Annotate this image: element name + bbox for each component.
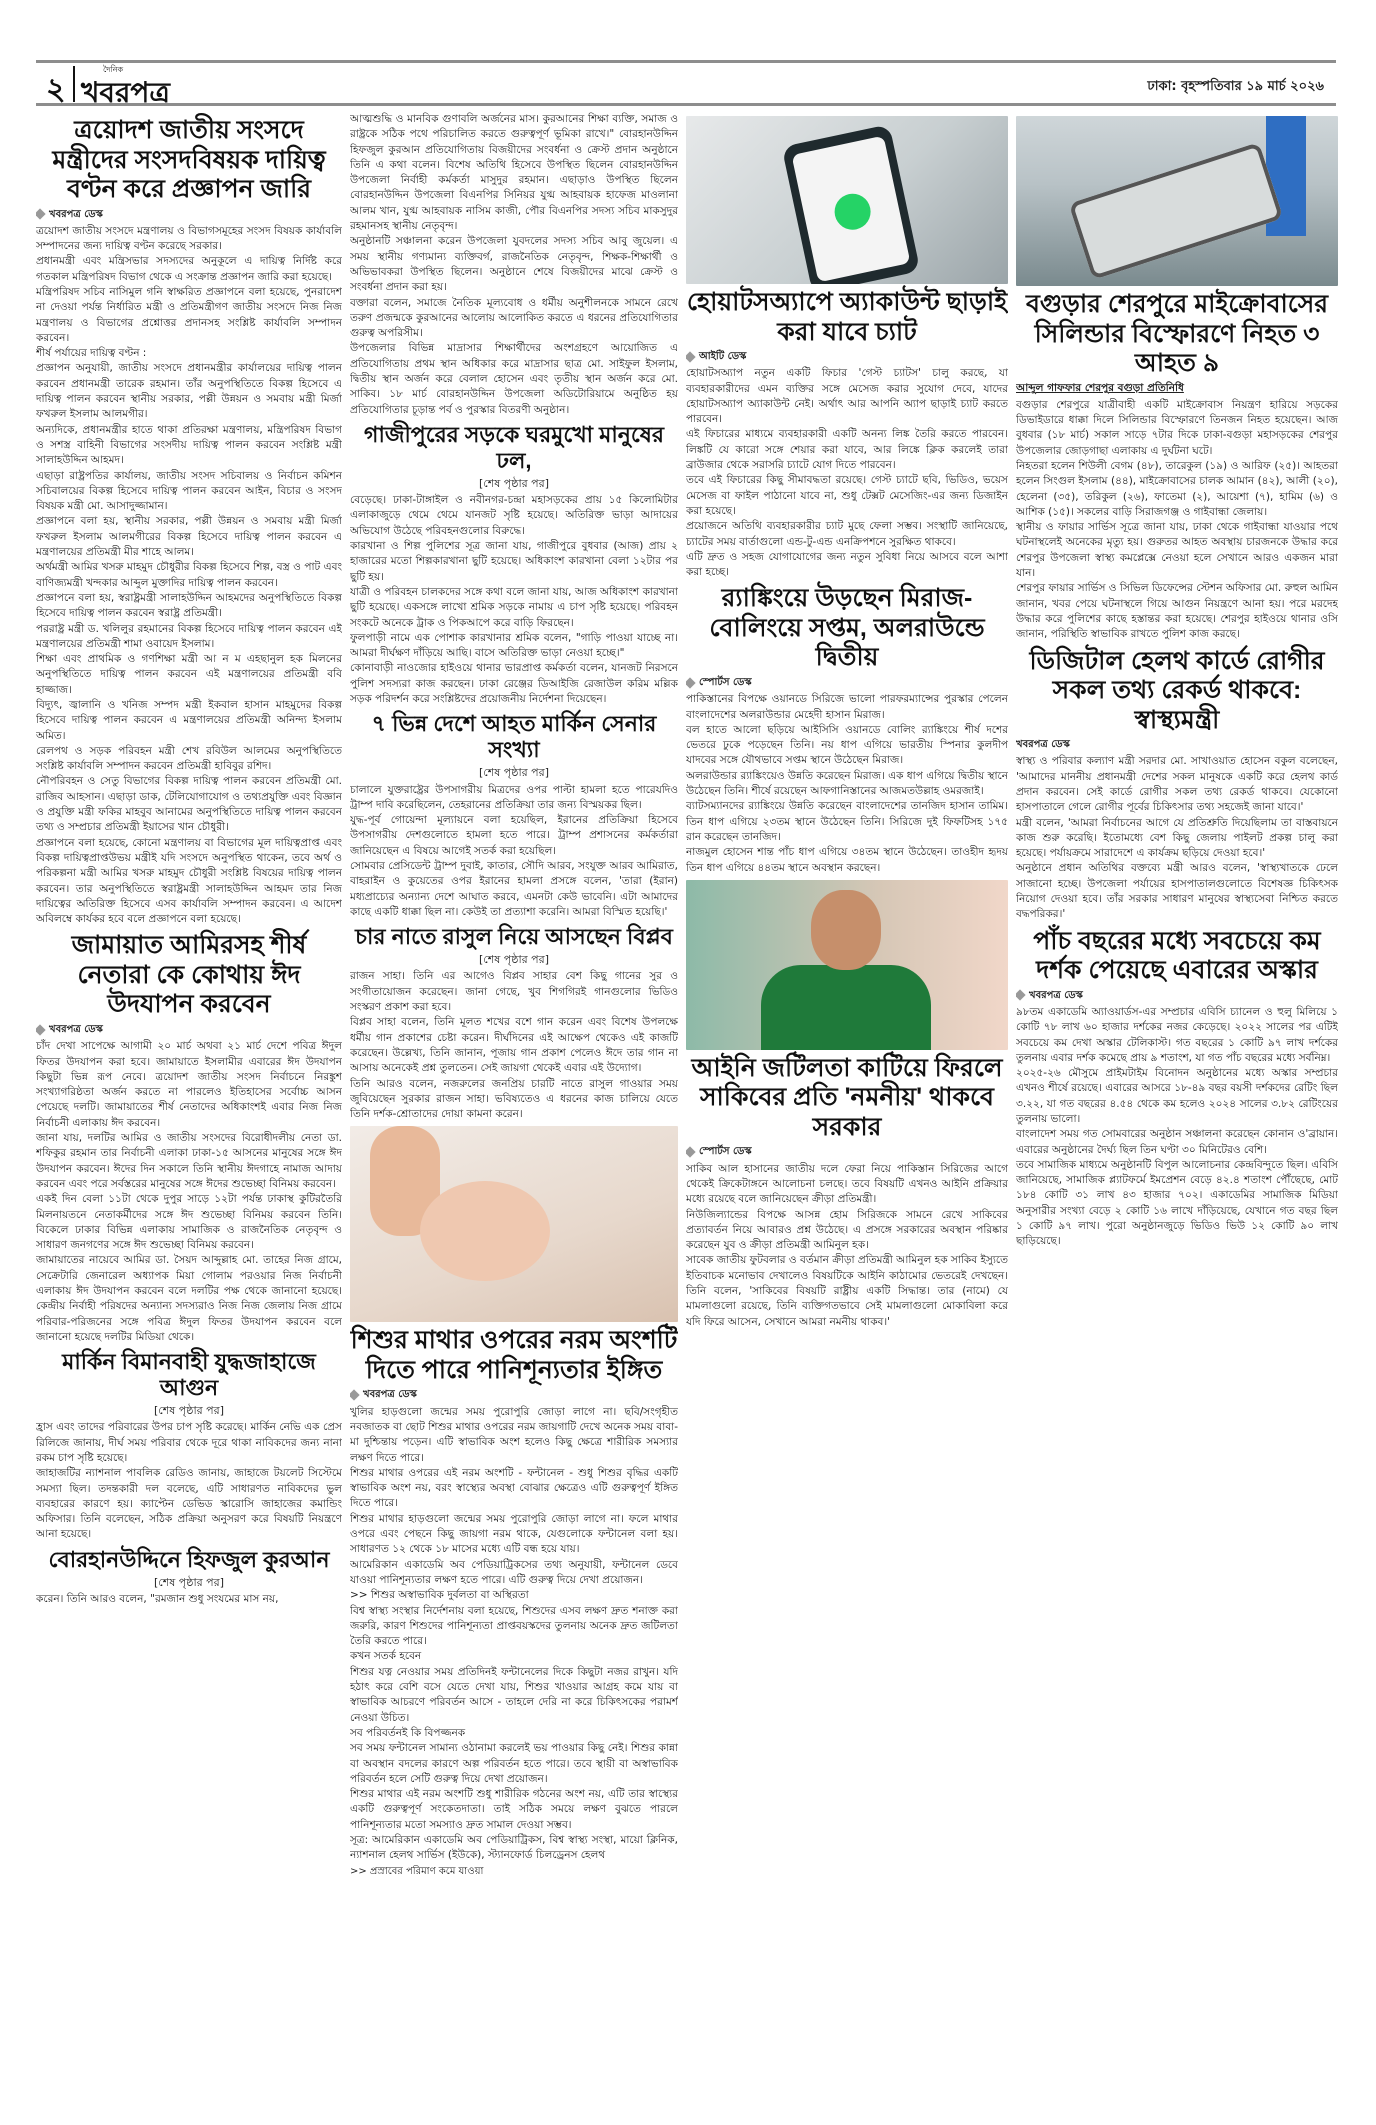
article-jamaat <box>36 931 342 1345</box>
headline[interactable]: জামায়াত আমিরসহ শীর্ষ নেতারা কে কোথায় ঈদ উদযাপন করবেন <box>71 931 307 1019</box>
diamond-icon <box>36 1024 46 1035</box>
masthead-divider <box>73 66 75 102</box>
paragraph: পররাষ্ট্র মন্ত্রী ড. খলিলুর রহমানের বিকল্প হিসেবে দায়িত্ব পালন করবেন এই মন্ত্রণালয়ের প্রতিমন্ত্রী শামা ওবায়েদ ইসলাম। <box>36 622 342 650</box>
paragraph: প্রজ্ঞাপনে বলা হয়, স্থানীয় সরকার, পল্লী উন্নয়ন ও সমবায় মন্ত্রী মির্জা ফখরুল ইসলাম আলমগীরের বিকল্প হিসেবে দায়িত্ব পালন করবেন এ মন্ত্রণালয়ের প্রতিমন্ত্রী মীর শাহে আলম। <box>36 515 342 559</box>
paragraph: প্রয়োজনে অতিথি ব্যবহারকারীর চ্যাট মুছে ফেলা সম্ভব। সংস্থাটি জানিয়েছে, চ্যাটের সময় বার্তাগুলো এন্ড-টু-এন্ড এনক্রিপশনে সুরক্ষিত থাকবে। <box>686 520 1008 548</box>
paragraph: নিউজিল্যান্ডের বিপক্ষে আসন্ন হোম সিরিজকে সামনে রেখে সাকিবের প্রত্যাবর্তন নিয়ে আবারও প্রশ্ন উঠেছে। এ প্রসঙ্গে সরকারের অবস্থান পরিষ্কার করেছেন যুব ও ক্রীড়া প্রতিমন্ত্রী আমিনুল হক। <box>686 1208 1008 1252</box>
paragraph: বল হাতে আলো ছড়িয়ে আইসিসি ওয়ানডে বোলিং র‍্যাঙ্কিংয়ে শীর্ষ দশের ভেতরে ঢুকে পড়েছেন তিনি। নয় ধাপ এগিয়ে ভারতীয় স্পিনার কুলদীপ যাদবের সঙ্গে যৌথভাবে সপ্তম স্থানে উঠেছেন মিরাজ। <box>686 723 1008 767</box>
paragraph: শিশুর মাথার হাড়গুলো জন্মের সময় পুরোপুরি জোড়া লাগে না। ফলে মাথার ওপরে এবং পেছনে কিছু জায়গা নরম থাকে, যেগুলোকে ফন্টানেল বলা হয়। সাধারণত ১২ থেকে ১৮ মাসের মধ্যে এটি বন্ধ হয়ে যায়। <box>350 1512 678 1556</box>
byline-text: স্পোর্টস ডেস্ক <box>699 676 752 688</box>
byline <box>686 349 1008 364</box>
paragraph: কারখানা ও শিল্প পুলিশের সূত্র জানা যায়, গাজীপুরে বুধবার (আজ) প্রায় ২ হাজারের মতো শিল্পকারখানা ছুটি হয়েছে। অধিকাংশ কারখানা বেলা ১২টার পর ছুটি হয়। <box>350 540 678 583</box>
headline[interactable]: বোরহানউদ্দিনে হিফজুল কুরআন <box>48 1546 330 1572</box>
crashed-microbus-photo <box>1016 116 1338 286</box>
continued-label: [শেষ পৃষ্ঠার পর] <box>478 766 549 780</box>
article-body <box>36 1420 342 1542</box>
paragraph: হোয়াটসঅ্যাপ নতুন একটি ফিচার 'গেস্ট চ্যাটস' চালু করছে, যা ব্যবহারকারীদের এমন ব্যক্তির সঙ্গে মেসেজ করার সুযোগ দেবে, যাদের হোয়াটসঅ্যাপ অ্যাকাউন্ট নেই। অর্থাৎ আর আপনি অ্যাপ ছাড়াই চ্যাট করতে পারবেন। <box>686 367 1008 426</box>
article-body <box>36 1592 342 1607</box>
article-gazipur <box>350 422 678 707</box>
article-whatsapp <box>686 116 1008 580</box>
byline <box>1016 737 1338 752</box>
article-body <box>350 493 678 707</box>
byline-text: খবরপত্র ডেস্ক <box>49 1023 103 1035</box>
headline[interactable]: আইনি জটিলতা কাটিয়ে ফিরলে সাকিবের প্রতি 'নমনীয়' থাকবে সরকার <box>691 1053 1003 1141</box>
article-body <box>686 366 1008 580</box>
article-body <box>1016 1005 1338 1250</box>
article-miraz <box>686 584 1008 875</box>
paragraph: নাজমুল হোসেন শান্ত পাঁচ ধাপ এগিয়ে ৩৪তম স্থানে উঠেছেন। তাওহীদ হৃদয় তিন ধাপ এগিয়ে ৪৪তম স্থানে অবস্থান করছেন। <box>686 846 1008 874</box>
article-fontanelle <box>350 1126 678 1879</box>
byline <box>36 1022 342 1037</box>
paragraph: শেরপুর ফায়ার সার্ভিস ও সিভিল ডিফেন্সের স্টেশন অফিসার মো. রুহুল আমিন জানান, খবর পেয়ে ঘটনাস্থলে গিয়ে আগুন নিয়ন্ত্রণে আনা হয়। পরে মরদেহ উদ্ধার করে পুলিশের কাছে হস্তান্তর করা হয়েছে। শেরপুর হাইওয়ে থানার ওসি জানান, পরিস্থিতি স্বাভাবিক রাখতে পুলিশ কাজ করছে। <box>1016 582 1338 641</box>
headline[interactable]: ডিজিটাল হেলথ কার্ডে রোগীর সকল তথ্য রেকর্ড থাকবে: স্বাস্থ্যমন্ত্রী <box>1029 646 1325 734</box>
byline <box>1016 988 1338 1003</box>
byline-text: আইটি ডেস্ক <box>699 351 747 362</box>
article-body <box>36 1039 342 1345</box>
paragraph: সব সময় ফন্টানেল সামান্য ওঠানামা করলেই ভয় পাওয়ার কিছু নেই। শিশুর কান্না বা অবস্থান বদলের কারণে অল্প পরিবর্তন হতে পারে। তবে স্থায়ী বা অস্বাভাবিক পরিবর্তন হলে সেটি গুরুত্ব দিয়ে দেখা প্রয়োজন। <box>350 1742 678 1785</box>
paragraph: বেড়েছে। ঢাকা-টাঙ্গাইল ও নবীনগর-চন্দ্রা মহাসড়কের প্রায় ১৫ কিলোমিটার এলাকাজুড়ে থেমে থেমে যানজট সৃষ্টি হয়েছে। অতিরিক্ত ভাড়া আদায়ের অভিযোগ উঠেছে পরিবহনগুলোর বিরুদ্ধে। <box>350 494 678 537</box>
byline-text: খবরপত্র ডেস্ক <box>49 208 103 220</box>
paragraph: শিশুর যত্ন নেওয়ার সময় প্রতিদিনই ফন্টানেলের দিকে কিছুটা নজর রাখুন। যদি হঠাৎ করে বেশি বসে যেতে দেখা যায়, শিশুর খাওয়ার আগ্রহ কমে যায় বা স্বাভাবিক আচরণে পরিবর্তন আসে - তাহলে দেরি না করে চিকিৎসকের পরামর্শ নেওয়া উচিত। <box>350 1665 678 1724</box>
paragraph: করেন। তিনি আরও বলেন, "রমজান শুধু সংযমের মাস নয়, <box>36 1593 279 1606</box>
diamond-icon <box>686 677 696 688</box>
paragraph: ব্যাটসম্যানদের র‍্যাঙ্কিংয়ে উন্নতি করেছেন বাংলাদেশের তানজিদ হাসান তামিম। তিন ধাপ এগিয়ে ২৩তম স্থানে উঠেছেন তিনি। সিরিজে দুই ফিফটিসহ ১৭৫ রান করেছেন তানজিদ। <box>686 800 1008 843</box>
article-body <box>350 969 678 1122</box>
paragraph: বগুড়ার শেরপুরে যাত্রীবাহী একটি মাইক্রোবাস নিয়ন্ত্রণ হারিয়ে সড়কের ডিভাইডারে ধাক্কা দিলে সিলিন্ডার বিস্ফোরণে তিনজন নিহত হয়েছেন। আজ বুধবার (১৮ মার্চ) সকাল সাড়ে ৭টার দিকে ঢাকা-বগুড়া মহাসড়কের শেরপুর উপজেলার জোড়গাছা এলাকায় এ দুর্ঘটনা ঘটে। <box>1016 398 1338 457</box>
paragraph: উপজেলার বিভিন্ন মাদ্রাসার শিক্ষার্থীদের অংশগ্রহণে আয়োজিত এ প্রতিযোগিতায় প্রথম স্থান অধিকার করে মাদ্রাসার ছাত্র মো. সাইফুল ইসলাম, দ্বিতীয় স্থান অর্জন করে বেলাল হোসেন এবং তৃতীয় স্থান অর্জন করে মো. সাকিব। ১৮ মার্চ বোরহানউদ্দিন উপজেলা অডিটোরিয়ামে অনুষ্ঠিত হয় প্রতিযোগিতার চূড়ান্ত পর্ব ও পুরস্কার বিতরণী অনুষ্ঠান। <box>350 342 678 416</box>
continued-label: [শেষ পৃষ্ঠার পর] <box>478 953 549 967</box>
paragraph: তবে সামাজিক মাধ্যমে অনুষ্ঠানটি বিপুল আলোচনার কেন্দ্রবিন্দুতে ছিল। এবিসি জানিয়েছে, সামাজিক প্ল্যাটফর্মে ইমপ্রেশন বেড়ে ৪২.৪ শতাংশ পৌঁছেছে, মোট ১৮৪ কোটি ৩১ লাখ ৪৩ হাজার ৭০২। একাডেমির সামাজিক মিডিয়া অনুসারীর সংখ্যা বেড়ে ২ কোটি ১৬ লাখে দাঁড়িয়েছে, যেখানে গত বছর ছিল ১ কোটি ৯৭ লাখ। পুরো অনুষ্ঠানজুড়ে ভিডিও ভিউ ১২ কোটি ৯০ লাখ ছাড়িয়েছে। <box>1016 1158 1338 1248</box>
paragraph: ত্রয়োদশ জাতীয় সংসদে মন্ত্রণালয় ও বিভাগসমূহের সংসদ বিষয়ক কার্যাবলি সম্পাদনের জন্য দায়িত্ব বণ্টন করেছে সরকার। <box>36 224 342 253</box>
diamond-icon <box>1016 990 1026 1001</box>
paragraph: এটি দ্রুত ও সহজ যোগাযোগের জন্য নতুন সুবিধা নিয়ে আসবে বলে আশা করা হচ্ছে। <box>686 550 1008 579</box>
paragraph: শিক্ষা এবং প্রাথমিক ও গণশিক্ষা মন্ত্রী আ ন ম এহছানুল হক মিলনের অনুপস্থিতিতে দায়িত্ব পালন করবেন এই মন্ত্রণালয়ের প্রতিমন্ত্রী ববি হাজ্জাজ। <box>36 653 342 696</box>
diamond-icon <box>350 1389 360 1400</box>
paragraph: প্রজ্ঞাপন অনুযায়ী, জাতীয় সংসদে প্রধানমন্ত্রীর কার্যালয়ের দায়িত্ব পালন করবেন প্রধানমন্ত্রী তারেক রহমান। তাঁর অনুপস্থিতিতে বিকল্প হিসেবে এ দায়িত্ব পালন করবেন স্থানীয় সরকার, পল্লী উন্নয়ন ও সমবায় মন্ত্রী মির্জা ফখরুল ইসলাম আলমগীর। <box>36 362 342 421</box>
paragraph: কোনাবাড়ী নাওজোর হাইওয়ে থানার ভারপ্রাপ্ত কর্মকর্তা বলেন, যানজট নিরসনে পুলিশ সদস্যরা কাজ করছেন। ঢাকা রেঞ্জের ডিআইজি রেজাউল করিম মল্লিক সড়ক পরিদর্শন করে সংশ্লিষ্টদের প্রয়োজনীয় নির্দেশনা দিয়েছেন। <box>350 662 678 705</box>
paragraph: ৯৮তম একাডেমি অ্যাওয়ার্ডস-এর সম্প্রচার এবিসি চ্যানেল ও হুলু মিলিয়ে ১ কোটি ৭৮ লাখ ৬০ হাজার দর্শকের নজর কেড়েছে। ২০২২ সালের পর এটিই সবচেয়ে কম দেখা অস্কার টেলিকাস্ট। গত বছরের ১ কোটি ৯৭ লাখ দর্শকের তুলনায় এবার দর্শক কমেছে প্রায় ৯ শতাংশ, যা গত পাঁচ বছরের মধ্যে সর্বনিম্ন। <box>1016 1005 1338 1064</box>
byline-text: খবরপত্র ডেস্ক <box>1029 989 1083 1001</box>
paragraph: রেলপথ ও সড়ক পরিবহন মন্ত্রী শেখ রবিউল আলমের অনুপস্থিতিতে সংশ্লিষ্ট কার্যাবলি সম্পাদন করবেন প্রতিমন্ত্রী হাবিবুর রশিদ। <box>36 744 342 773</box>
paragraph: প্রজ্ঞাপনে বলা হয়, স্বরাষ্ট্রমন্ত্রী সালাহউদ্দিন আহমদের অনুপস্থিতিতে বিকল্প হিসেবে দায়িত্ব পালন করবেন স্বরাষ্ট্র প্রতিমন্ত্রী। <box>36 591 342 620</box>
article-us-soldiers <box>350 711 678 920</box>
logo-tagline: দৈনিক <box>103 65 124 74</box>
byline-text: খবরপত্র ডেস্ক <box>363 1389 417 1401</box>
paragraph: বিদ্যুৎ, জ্বালানি ও খনিজ সম্পদ মন্ত্রী ইকবাল হাসান মাহমুদের বিকল্প হিসেবে দায়িত্ব পালন করবেন এ মন্ত্রণালয়ের প্রতিমন্ত্রী অনিন্দ্য ইসলাম অমিত। <box>36 699 342 742</box>
newspaper-logo: খবরপত্র <box>81 76 170 109</box>
diamond-icon <box>686 351 696 362</box>
article-bogura <box>1016 116 1338 643</box>
article-health-card <box>1016 647 1338 923</box>
paragraph: চাঁদ দেখা সাপেক্ষে আগামী ২০ মার্চ অথবা ২১ মার্চ দেশে পবিত্র ঈদুল ফিতর উদযাপন করা হবে। জামায়াতে ইসলামীর এবারের ঈদ উদযাপন কিছুটা ভিন্ন রূপ নেবে। ত্রয়োদশ জাতীয় সংসদ নির্বাচনে নিরঙ্কুশ সংখ্যাগরিষ্ঠতা অর্জন করতে না পারলেও ইতিহাসের সর্বোচ্চ আসন পেয়েছে দলটি। জামায়াতের শীর্ষ নেতাদের অধিকাংশই এবার নিজ নিজ নির্বাচনী এলাকায় ঈদ করবেন। <box>36 1040 342 1129</box>
byline-text: খবরপত্র ডেস্ক <box>1016 739 1070 751</box>
paragraph: জামায়াতের নায়েবে আমির ডা. সৈয়দ আব্দুল্লাহ মো. তাহের নিজ গ্রামে, সেক্রেটারি জেনারেল অধ্যাপক মিয়া গোলাম পরওয়ার নিজ নির্বাচনী এলাকায় ঈদ উদযাপন করবেন বলে দলটির পক্ষ থেকে জানানো হয়েছে। কেন্দ্রীয় নির্বাহী পরিষদের অন্যান্য সদস্যরাও নিজ নিজ জেলায় নিজ গ্রামে পরিবার-পরিজনের সঙ্গে পবিত্র ঈদুল ফিতর উদযাপন করবেন বলে জানানো হয়েছে দলটির মিডিয়া থেকে। <box>36 1254 342 1343</box>
paragraph: বক্তারা বলেন, সমাজে নৈতিক মূল্যবোধ ও ধর্মীয় অনুশীলনকে সামনে রেখে তরুণ প্রজন্মকে কুরআনের আলোয় আলোকিত করতে এ ধরনের প্রতিযোগিতার গুরুত্ব অপরিসীম। <box>350 296 678 340</box>
paragraph: নৌপরিবহন ও সেতু বিভাগের বিকল্প দায়িত্ব পালন করবেন প্রতিমন্ত্রী মো. রাজিব আহসান। এছাড়া ডাক, টেলিযোগাযোগ ও তথ্যপ্রযুক্তি এবং বিজ্ঞান ও প্রযুক্তি মন্ত্রী ফকির মাহবুব আনামের অনুপস্থিতিতে দায়িত্ব পালন করবেন তথ্য ও সম্প্রচার প্রতিমন্ত্রী ইয়াসের খান চৌধুরী। <box>36 775 342 834</box>
article-oscar <box>1016 927 1338 1250</box>
paragraph: সাবেক জাতীয় ফুটবলার ও বর্তমান ক্রীড়া প্রতিমন্ত্রী আমিনুল হক সাকিব ইস্যুতে ইতিবাচক মনোভাব দেখালেও বিষয়টিকে আইনি কাঠামোর ভেতরেই দেখছেন। তিনি বলেন, 'সাকিবের বিষয়টি রাষ্ট্রীয় একটি সিদ্ধান্ত। তার (নামে) যে মামলাগুলো রয়েছে, তিনি ব্যক্তিগতভাবে সেই মামলাগুলো মোকাবিলা করে যদি ফিরে আসেন, সেখানে আমরা নমনীয় থাকব।' <box>686 1254 1008 1328</box>
column-2 <box>350 112 678 2052</box>
article-body <box>686 692 1008 876</box>
paragraph: তিনি আরও বলেন, নজরুলের জনপ্রিয় চারটি নাতে রাসুল গাওয়ার সময় জুবিয়েছেন সুরকার রাজন সাহা। ভবিষ্যতেও এ ধরনের কাজ চালিয়ে যেতে তিনি দর্শক-শ্রোতাদের দোয়া কামনা করেন। <box>350 1077 678 1121</box>
paragraph: মন্ত্রী বলেন, 'আমরা নির্বাচনের আগে যে প্রতিশ্রুতি দিয়েছিলাম তা বাস্তবায়নে কাজ শুরু করেছি। ইতোমধ্যে বেশ কিছু জেলায় পাইলট প্রকল্প চালু করা হয়েছে। পর্যায়ক্রমে সারাদেশে এ কার্যক্রম ছড়িয়ে দেওয়া হবে।' <box>1016 816 1338 860</box>
column-3 <box>686 112 1008 2052</box>
headline[interactable]: চার নাতে রাসুল নিয়ে আসছেন বিপ্লব <box>355 924 673 950</box>
headline[interactable]: শিশুর মাথার ওপরের নরম অংশটি দিতে পারে পানিশূন্যতার ইঙ্গিত <box>350 1326 678 1384</box>
paragraph: খুলির হাড়গুলো জন্মের সময় পুরোপুরি জোড়া লাগে না। ছবি/সংগৃহীত নবজাতক বা ছোট শিশুর মাথার ওপরের নরম জায়গাটি দেখে অনেক সময় বাবা-মা দুশ্চিন্তায় পড়েন। এটি স্বাভাবিক অংশ হলেও কিছু ক্ষেত্রে শারীরিক সমস্যার লক্ষণ দিতে পারে। <box>350 1405 678 1464</box>
paragraph: বিশ্ব স্বাস্থ্য সংস্থার নির্দেশনায় বলা হয়েছে, শিশুদের এসব লক্ষণ দ্রুত শনাক্ত করা জরুরি, কারণ শিশুদের পানিশূন্যতা প্রাপ্তবয়স্কদের তুলনায় অনেক দ্রুত জটিলতা তৈরি করতে পারে। <box>350 1604 678 1648</box>
paragraph: বাংলাদেশ সময় গত সোমবারের অনুষ্ঠান সঞ্চালনা করেছেন কোনান ও'ব্রায়ান। এবারের অনুষ্ঠানের দৈর্ঘ্য ছিল তিন ঘণ্টা ৩০ মিনিটেরও বেশি। <box>1016 1128 1338 1156</box>
paragraph: শিশুর মাথার ওপরের এই নরম অংশটি - ফন্টানেল - শুধু শিশুর বৃদ্ধির একটি স্বাভাবিক অংশ নয়, বরং স্বাস্থ্যের অবস্থা বোঝার ক্ষেত্রেও এটি গুরুত্বপূর্ণ ইঙ্গিত দিতে পারে। <box>350 1466 678 1510</box>
paragraph: শীর্ষ পর্যায়ের দায়িত্ব বণ্টন : <box>36 347 147 360</box>
paragraph: সাকিব আল হাসানের জাতীয় দলে ফেরা নিয়ে পাকিস্তান সিরিজের আগে থেকেই ক্রিকেটাঙ্গনে আলোচনা চলছে। তবে বিষয়টি এখনও আইনি প্রক্রিয়ার মধ্যে রয়েছে বলে জানিয়েছেন ক্রীড়া প্রতিমন্ত্রী। <box>686 1162 1008 1206</box>
article-navy-fire <box>36 1349 342 1543</box>
diamond-icon <box>686 1146 696 1157</box>
paragraph: স্বাস্থ্য ও পরিবার কল্যাণ মন্ত্রী সরদার মো. সাখাওয়াত হোসেন বকুল বলেছেন, 'আমাদের মাননীয় প্রধানমন্ত্রী দেশের সকল মানুষকে একটি করে হেলথ কার্ড প্রদান করবেন। সেই কার্ডে রোগীর সকল তথ্য রেকর্ড থাকবে। যেকোনো হাসপাতালে গেলে রোগীর পূর্বের চিকিৎসার তথ্য সহজেই জানা যাবে।' <box>1016 755 1338 814</box>
byline <box>686 1144 1008 1159</box>
paragraph: তবে এই ফিচারের কিছু সীমাবদ্ধতা রয়েছে। গেস্ট চ্যাটে ছবি, ভিডিও, ভয়েস মেসেজ বা ফাইল পাঠানো যাবে না, শুধু টেক্সট মেসেজিং-এর জন্য ডিজাইন করা হয়েছে। <box>686 474 1008 517</box>
continued-label: [শেষ পৃষ্ঠার পর] <box>153 1575 224 1589</box>
paragraph: সোমবার প্রেসিডেন্ট ট্রাম্প দুবাই, কাতার, সৌদি আরব, সংযুক্ত আরব আমিরাত, বাহরাইন ও কুয়েতের ওপর ইরানের হামলা প্রসঙ্গে বলেন, 'তারা (ইরান) মধ্যপ্রাচ্যের অন্যান্য দেশে আঘাত করবে, এমনটা কেউ ভাবেনি। এটা আমাদের কাছে একটি ধাক্কা ছিল না। কেউই তা প্রত্যাশা করেনি। আমরা বিস্মিত হয়েছি।' <box>350 859 678 918</box>
paragraph: অনুষ্ঠানটি সঞ্চালনা করেন উপজেলা যুবদলের সদস্য সচিব আবু জুয়েল। এ সময় স্থানীয় গণ্যমান্য ব্যক্তিবর্গ, রাজনৈতিক নেতৃবৃন্দ, শিক্ষক-শিক্ষার্থী ও অভিভাবকরা উপস্থিত ছিলেন। অনুষ্ঠানে শেষে বিজয়ীদের মাঝে ক্রেস্ট ও সংবর্ধনা প্রদান করা হয়। <box>350 235 678 294</box>
continued-label: [শেষ পৃষ্ঠার পর] <box>478 476 549 490</box>
column-4 <box>1016 112 1338 2052</box>
diamond-icon <box>36 208 46 219</box>
paragraph: ২০২৫-২৬ মৌসুমে প্রাইমটাইম বিনোদন অনুষ্ঠানের মধ্যে অস্কার সম্প্রচার এখনও শীর্ষে রয়েছে। এবারের আসরে ১৮-৪৯ বছর বয়সী দর্শকদের রেটিং ছিল ৩.২২, যা গত বছরের ৪.৫৪ থেকে কম হলেও ২০২৪ সালের ৩.৮২ রেটিংয়ের তুলনায় ভালো। <box>1016 1067 1338 1125</box>
byline: আব্দুল গাফফার শেরপুর বগুড়া প্রতিনিধি <box>1016 381 1184 394</box>
article-tail: >> প্রস্রাবের পরিমাণ কমে যাওয়া <box>350 1865 484 1877</box>
byline-text: স্পোর্টস ডেস্ক <box>699 1146 752 1158</box>
article-quran-continued <box>350 112 678 418</box>
paragraph: মন্ত্রিপরিষদ সচিব নাসিমুল গনি স্বাক্ষরিত প্রজ্ঞাপনে বলা হয়েছে, পুনরাদেশ না দেওয়া পর্যন্ত নির্ধারিত মন্ত্রী ও প্রতিমন্ত্রীগণ জাতীয় সংসদে নিজ নিজ মন্ত্রণালয় ও বিভাগের প্রশ্নোত্তর প্রদানসহ সংশ্লিষ্ট কার্যাবলি সম্পাদন করবেন। <box>36 285 342 344</box>
byline <box>686 675 1008 690</box>
paragraph: জাহাজটির ন্যাশনাল পাবলিক রেডিও জানায়, জাহাজে টয়লেট সিস্টেমে সমস্যা ছিল। তদন্তকারী দল বলেছে, এটি সাধারণত নাবিকদের ভুল ব্যবহারের কারণে হয়। ক্যাপ্টেন ডেভিড স্কারোসি জাহাজের কমান্ডিং অফিসার। তিনি বলেছেন, সঠিক প্রক্রিয়া অনুসরণ করে বিষয়টি নিয়ন্ত্রণে আনা হয়েছে। <box>36 1467 342 1541</box>
paragraph: পাকিস্তানের বিপক্ষে ওয়ানডে সিরিজে ভালো পারফরম্যান্সের পুরস্কার পেলেন বাংলাদেশের অলরাউন্ডার মেহেদী হাসান মিরাজ। <box>686 693 1008 721</box>
paragraph: শিশুর মাথার এই নরম অংশটি শুধু শারীরিক গঠনের অংশ নয়, এটি তার স্বাস্থ্যের একটি গুরুত্বপূর্ণ সংকেতদাতা। তাই সঠিক সময়ে লক্ষণ বুঝতে পারলে পানিশূন্যতার মতো সমস্যাও দ্রুত সামাল দেওয়া সম্ভব। <box>350 1788 678 1831</box>
paragraph: রাজন সাহা। তিনি এর আগেও বিপ্লব সাহার বেশ কিছু গানের সুর ও সংগীতায়োজন করেছেন। জানা গেছে, খুব শিগগিরই গানগুলোর ভিডিও সংস্করণ প্রকাশ করা হবে। <box>350 970 678 1014</box>
dateline: ঢাকা: বৃহস্পতিবার ১৯ মার্চ ২০২৬ <box>1147 79 1324 94</box>
article-body <box>1016 398 1338 643</box>
paragraph: সব পরিবর্তনই কি বিপজ্জনক <box>350 1726 466 1739</box>
article-body <box>36 224 342 928</box>
newborn-baby-photo <box>350 1126 678 1322</box>
paragraph: একই দিন বেলা ১১টা থেকে দুপুর সাড়ে ১২টা পর্যন্ত ঢাকাস্থ কুটিরতৈরি মিলনায়তনে নেতাকর্মীদের সঙ্গে ঈদ শুভেচ্ছা বিনিময় করবেন তিনি। বিকেলে ঢাকার বিভিন্ন এলাকায় সামাজিক ও রাজনৈতিক নেতৃবৃন্দ ও সাধারণ জনগণের সঙ্গে ঈদ শুভেচ্ছা বিনিময় করবেন। <box>36 1193 342 1252</box>
paragraph: জানা যায়, দলটির আমির ও জাতীয় সংসদের বিরোধীদলীয় নেতা ডা. শফিকুর রহমান তার নির্বাচনী এলাকা ঢাকা-১৫ আসনের মানুষের সঙ্গে ঈদ উদযাপন করবেন। ঈদের দিন সকালে তিনি স্থানীয় ঈদগাহে নামাজ আদায় করবেন এবং পরে সর্বস্তরের মানুষের সঙ্গে ঈদের শুভেচ্ছা বিনিময় করবেন। <box>36 1132 342 1190</box>
paragraph: চালালে যুক্তরাষ্ট্রের উপসাগরীয় মিত্রদের ওপর পাল্টা হামলা হতে পারেযদিও ট্রাম্প দাবি করেছিলেন, তেহরানের প্রতিক্রিয়া তার জন্য বিস্ময়কর ছিল। <box>350 783 678 811</box>
paragraph: >> শিশুর অস্বাভাবিক দুর্বলতা বা অস্থিরতা <box>350 1589 529 1602</box>
article-body <box>350 783 678 921</box>
headline[interactable]: হোয়াটসঅ্যাপে অ্যাকাউন্ট ছাড়াই করা যাবে চ্যাট <box>686 288 1008 346</box>
paragraph: এই ফিচারের মাধ্যমে ব্যবহারকারী একটি অনন্য লিঙ্ক তৈরি করতে পারবেন। লিঙ্কটি যে কারো সঙ্গে শেয়ার করা যাবে, আর লিঙ্কে ক্লিক করলেই তারা ব্রাউজার থেকে সরাসরি চ্যাটে যোগ দিতে পারবেন। <box>686 428 1008 472</box>
paragraph: অলরাউন্ডার র‍্যাঙ্কিংয়েও উন্নতি করেছেন মিরাজ। এক ধাপ এগিয়ে দ্বিতীয় স্থানে উঠেছেন তিনি। শীর্ষে রয়েছেন আফগানিস্তানের আজমতউল্লাহ ওমরজাই। <box>686 769 1008 798</box>
headline[interactable]: গাজীপুরের সড়কে ঘরমুখো মানুষের ঢল, <box>364 421 664 473</box>
paragraph: হ্রাস এবং তাদের পরিবারের উপর চাপ সৃষ্টি করেছে। মার্কিন নেভি এক প্রেস রিলিজে জানায়, দীর্ঘ সময় পরিবার থেকে দূরে থাকা নাবিকদের জন্য নানা রকম চাপ সৃষ্টি হয়েছে। <box>36 1421 342 1464</box>
page-number: ২ <box>46 72 66 107</box>
headline[interactable]: পাঁচ বছরের মধ্যে সবচেয়ে কম দর্শক পেয়েছে এবারের অস্কার <box>1033 926 1321 985</box>
article-body <box>350 1405 678 1864</box>
headline[interactable]: মার্কিন বিমানবাহী যুদ্ধজাহাজে আগুন <box>62 1349 316 1401</box>
paragraph: বিপ্লব সাহা বলেন, তিনি মূলত শখের বশে গান করেন এবং বিশেষ উপলক্ষে ধর্মীয় গান প্রকাশের চেষ্টা করেন। দীর্ঘদিনের এই আক্ষেপ থেকেও এই কাজটি করেছেন। উল্লেখ্য, তিনি জানান, পূজায় গান প্রকাশ পেলেও ঈদে তার গান না আসায় অনেকেই প্রশ্ন তুলতেন। সেই জায়গা থেকেই এবার এই উদ্যোগ। <box>350 1016 678 1075</box>
paragraph: অন্যদিকে, প্রধানমন্ত্রীর হাতে থাকা প্রতিরক্ষা মন্ত্রণালয়, মন্ত্রিপরিষদ বিভাগ ও সশস্ত্র বাহিনী বিভাগের সংসদীয় দায়িত্ব পালন করবেন সংশ্লিষ্ট মন্ত্রী সালাহউদ্দিন আহমদ। <box>36 423 342 467</box>
article-borhanuddin <box>36 1547 342 1608</box>
paragraph: প্রজ্ঞাপনে বলা হয়েছে, কোনো মন্ত্রণালয় বা বিভাগের মূল দায়িত্বপ্রাপ্ত এবং বিকল্প দায়িত্বপ্রাপ্তউভয় মন্ত্রীই যদি সংসদে অনুপস্থিত থাকেন, তবে অর্থ ও পরিকল্পনা মন্ত্রী আমির খসরু মাহমুদ চৌধুরী সংশ্লিষ্ট বিষয়ের দায়িত্ব পালন করবেন। তার অনুপস্থিতিতে স্বরাষ্ট্রমন্ত্রী সালাহউদ্দিন আহমদ তার নিজ দায়িত্বের অতিরিক্ত হিসেবে এসব কার্যাবলি সম্পাদন করবেন। এ আদেশ অবিলম্বে কার্যকর হবে বলে প্রজ্ঞাপনে বলা হয়েছে। <box>36 836 342 926</box>
paragraph: ফুলপাড়ী নামে এক পোশাক কারখানার শ্রমিক বলেন, "গাড়ি পাওয়া যাচ্ছে না। আমরা দীর্ঘক্ষণ দাঁড়িয়ে আছি। বাসে অতিরিক্ত ভাড়া নেওয়া হচ্ছে।" <box>350 631 678 660</box>
phone-with-whatsapp-photo <box>686 116 1008 284</box>
column-1 <box>36 112 342 2052</box>
headline[interactable]: ৭ ভিন্ন দেশে আহত মার্কিন সেনার সংখ্যা <box>371 711 657 763</box>
masthead <box>36 60 1336 109</box>
article-body <box>1016 754 1338 922</box>
shakib-portrait-photo <box>686 880 1008 1050</box>
byline <box>36 207 342 222</box>
headline[interactable]: বগুড়ার শেরপুরে মাইক্রোবাসের সিলিন্ডার বিস্ফোরণে নিহত ৩ আহত ৯ <box>1025 290 1329 377</box>
article-body <box>350 112 678 418</box>
paragraph: যুদ্ধ-পূর্ব গোয়েন্দা মূল্যায়নে বলা হয়েছিল, ইরানের প্রতিক্রিয়া হিসেবে উপসাগরীয় দেশগুলোতে হামলা হতে পারে। ট্রাম্প প্রশাসনের কর্মকর্তারা জানিয়েছেন এ বিষয়ে আগেই সতর্ক করা হয়েছিল। <box>350 814 678 857</box>
article-body <box>686 1162 1008 1330</box>
paragraph: এছাড়া রাষ্ট্রপতির কার্যালয়, জাতীয় সংসদ সচিবালয় ও নির্বাচন কমিশন সচিবালয়ের বিকল্প হিসেবে দায়িত্ব পালন করবেন আইন, বিচার ও সংসদ বিষয়ক মন্ত্রী মো. আসাদুজ্জামান। <box>36 469 342 513</box>
article-cabinet <box>36 116 342 927</box>
article-biplob <box>350 924 678 1122</box>
headline[interactable]: র‍্যাঙ্কিংয়ে উড়ছেন মিরাজ-বোলিংয়ে সপ্তম, অলরাউন্ডে দ্বিতীয় <box>709 584 985 672</box>
headline[interactable]: ত্রয়োদশ জাতীয় সংসদে মন্ত্রীদের সংসদবিষয়ক দায়িত্ব বণ্টন করে প্রজ্ঞাপন জারি <box>52 116 326 203</box>
paragraph: আমেরিকান একাডেমি অব পেডিয়াট্রিকসের তথ্য অনুযায়ী, ফন্টানেল ডেবে যাওয়া পানিশূন্যতার লক্ষণ হতে পারে। এটি গুরুত্ব দিয়ে দেখা প্রয়োজন। <box>350 1558 678 1586</box>
paragraph: আত্মশুদ্ধি ও মানবিক গুণাবলি অর্জনের মাস। কুরআনের শিক্ষা ব্যক্তি, সমাজ ও রাষ্ট্রকে সঠিক পথে পরিচালিত করতে গুরুত্বপূর্ণ ভূমিকা রাখে।" বোরহানউদ্দিন হিফজুল কুরআন প্রতিযোগিতায় বিজয়ীদের সংবর্ধনা ও ক্রেস্ট প্রদান অনুষ্ঠানে তিনি এ কথা বলেন। বিশেষ অতিথি হিসেবে উপস্থিত ছিলেন বোরহানউদ্দিন উপজেলা নির্বাহী কর্মকর্তা মাসুদুর রহমান। এছাড়াও উপস্থিত ছিলেন বোরহানউদ্দিন উপজেলা বিএনপির সিনিয়র যুগ্ম আহবায়ক হাফেজ মাওলানা আলম খান, যুগ্ম আহবায়ক নাসিম কাজী, পৌর বিএনপির সদস্য সচিব মাকসুদুর রহমানসহ স্থানীয় নেতৃবৃন্দ। <box>350 113 678 233</box>
paragraph: স্থানীয় ও ফায়ার সার্ভিস সূত্রে জানা যায়, ঢাকা থেকে গাইবান্ধা যাওয়ার পথে ঘটনাস্থলেই অনেকের মৃত্যু হয়। গুরুতর আহত অবস্থায় চারজনকে উদ্ধার করে শেরপুর উপজেলা স্বাস্থ্য কমপ্লেক্সে নেওয়া হলে সেখানে আরও একজন মারা যান। <box>1016 521 1338 580</box>
paragraph: কখন সতর্ক হবেন <box>350 1650 422 1663</box>
byline <box>350 1387 678 1402</box>
paragraph: প্রধানমন্ত্রী এবং মন্ত্রিসভার সদস্যদের অনুকূলে এ দায়িত্ব নির্দিষ্ট করে গতকাল মন্ত্রিপরিষদ বিভাগ থেকে এ সংক্রান্ত প্রজ্ঞাপন জারি করা হয়েছে। <box>36 255 342 283</box>
paragraph: সূত্র: আমেরিকান একাডেমি অব পেডিয়াট্রিকস, বিশ্ব স্বাস্থ্য সংস্থা, মায়ো ক্লিনিক, ন্যাশনাল হেলথ সার্ভিস (ইউকে), স্ট্যানফোর্ড চিলড্রেনস হেলথ <box>350 1834 678 1862</box>
paragraph: যাত্রী ও পরিবহন চালকদের সঙ্গে কথা বলে জানা যায়, আজ অধিকাংশ কারখানা ছুটি হয়েছে। একসঙ্গে লাখো শ্রমিক সড়কে নামায় এ চাপ সৃষ্টি হয়েছে। পরিবহন সংকটে অনেকে ট্রাক ও পিকআপে করে বাড়ি ফিরছেন। <box>350 585 678 629</box>
paragraph: নিহতরা হলেন শিউলী বেগম (৪৮), তারেকুল (১৯) ও আরিফ (২৫)। আহতরা হলেন সিংগুল ইসলাম (৪৪), মাইক্রোবাসের চালক আমান (৪২), আলী (২০), হেলেনা (৩৫), তরিকুল (২৬), ফাতেমা (২), আয়েশা (৭), হামিম (৬) ও আশিক (১৫)। সকলের বাড়ি সিরাজগঞ্জ ও গাইবান্ধা জেলায়। <box>1016 459 1338 518</box>
continued-label: [শেষ পৃষ্ঠার পর] <box>153 1404 224 1418</box>
paragraph: অনুষ্ঠানে প্রধান অতিথির বক্তব্যে মন্ত্রী আরও বলেন, 'স্বাস্থ্যখাতকে ঢেলে সাজানো হচ্ছে। উপজেলা পর্যায়ের হাসপাতালগুলোতে বিশেষজ্ঞ চিকিৎসক নিয়োগ দেওয়া হবে। তাঁর সরকার সাধারণ মানুষের স্বাস্থ্যসেবা নিশ্চিত করতে বদ্ধপরিকর।' <box>1016 862 1338 921</box>
paragraph: অর্থমন্ত্রী আমির খসরু মাহমুদ চৌধুরীর বিকল্প হিসেবে শিল্প, বস্ত্র ও পাট এবং বাণিজ্যমন্ত্রী খন্দকার আব্দুল মুক্তাদির দায়িত্ব পালন করবেন। <box>36 561 342 589</box>
article-shakib <box>686 880 1008 1330</box>
